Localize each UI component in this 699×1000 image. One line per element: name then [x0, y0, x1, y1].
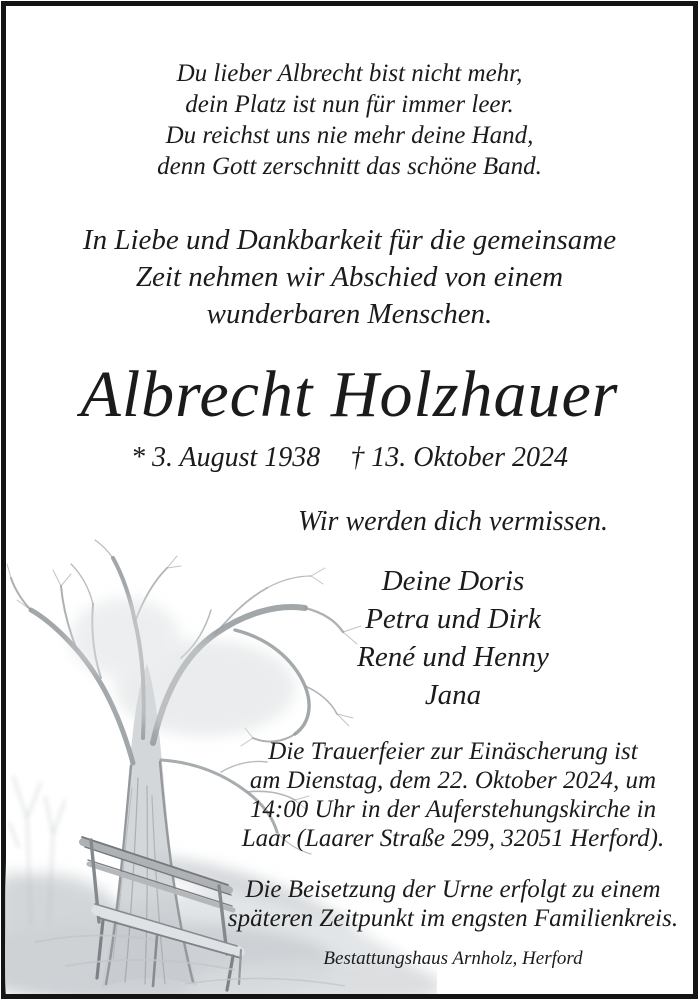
- poem-line: denn Gott zerschnitt das schöne Band.: [157, 153, 542, 180]
- urn-burial-note: [212, 875, 694, 933]
- mourner-name: Deine Doris: [381, 565, 525, 597]
- poem-line: Du lieber Albrecht bist nicht mehr,: [176, 60, 523, 87]
- mourners-list: [212, 562, 694, 714]
- cremation-line: Laar (Laarer Straße 299, 32051 Herford).: [241, 825, 665, 852]
- tribute-line: Zeit nehmen wir Abschied von einem: [135, 261, 564, 293]
- poem-line: dein Platz ist nun für immer leer.: [185, 91, 514, 118]
- cremation-line: Die Trauerfeier zur Einäscherung ist: [268, 738, 638, 765]
- poem-line: Du reichst uns nie mehr deine Hand,: [165, 122, 534, 149]
- tribute-line: In Liebe und Dankbarkeit für die gemeinsame: [82, 224, 617, 256]
- death-date: † 13. Oktober 2024: [350, 442, 569, 473]
- farewell-line: Wir werden dich vermissen.: [297, 506, 609, 537]
- tribute-text: [8, 222, 691, 333]
- deceased-name: Albrecht Holzhauer: [80, 358, 619, 431]
- cremation-line: 14:00 Uhr in der Auferstehungskirche in: [249, 796, 657, 823]
- cremation-line: am Dienstag, dem 22. Oktober 2024, um: [249, 767, 657, 794]
- urn-line: Die Beisetzung der Urne erfolgt zu einem: [245, 876, 661, 903]
- urn-line: späteren Zeitpunkt im engsten Familienkreis.: [227, 905, 679, 932]
- mourner-name: Jana: [424, 679, 482, 711]
- tribute-line: wunderbaren Menschen.: [206, 298, 493, 330]
- cremation-service-details: [212, 737, 694, 853]
- life-dates: [8, 441, 691, 475]
- mourner-name: René und Henny: [357, 641, 549, 673]
- opening-poem: [8, 58, 691, 182]
- mourner-name: Petra und Dirk: [365, 603, 541, 635]
- funeral-home-credit: Bestattungshaus Arnholz, Herford: [323, 948, 583, 969]
- birth-date: * 3. August 1938: [130, 442, 321, 473]
